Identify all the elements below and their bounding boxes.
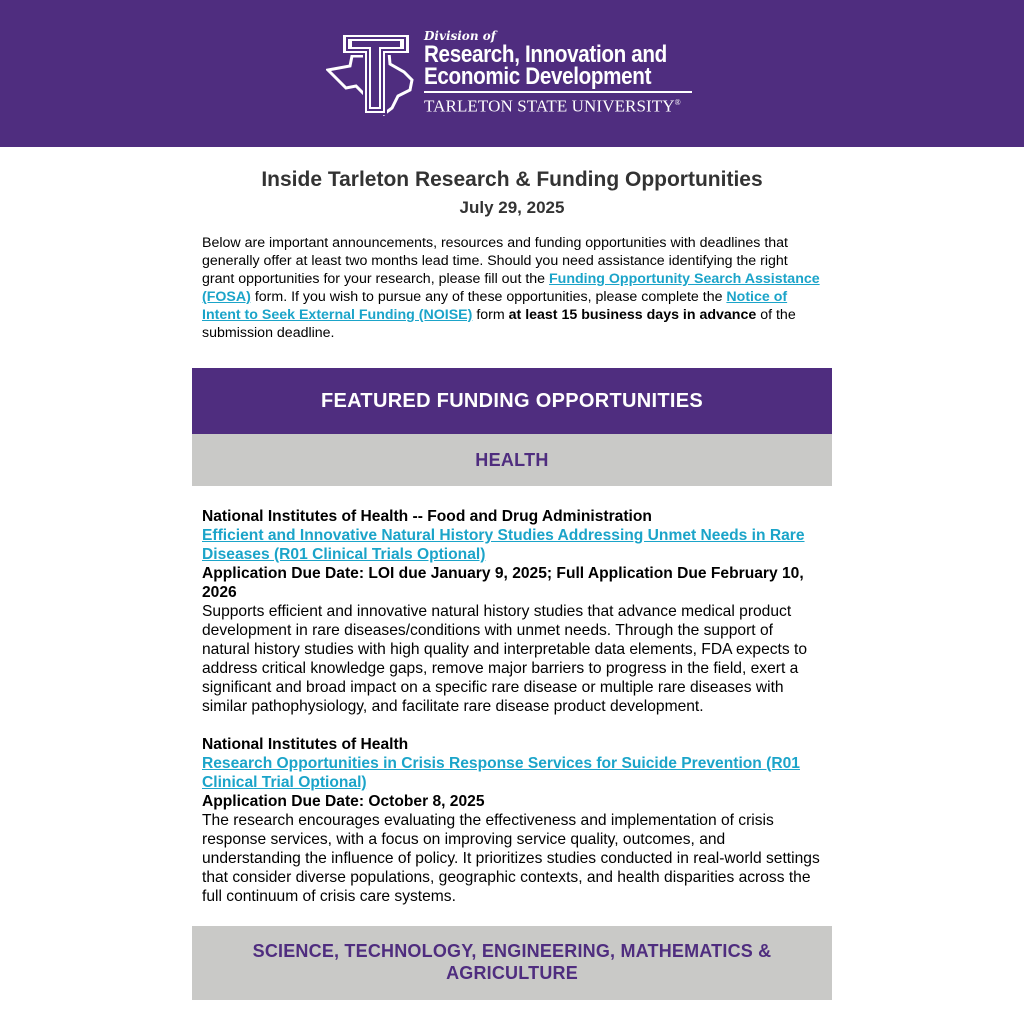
opportunity-description: Supports efficient and innovative natural history studies that advance medical product development in rare diseases/conditions with unmet needs. Through the support of natural history studies with high quality and interpretable data elements, FDA expects to address critical knowledge gaps, remove major barriers to progress in the field, exert a significant and broad impact on a specific rare disease or multiple rare diseases with similar pathophysiology, and facilitate rare disease product development. (202, 603, 808, 715)
intro-text-4: of the submission deadline. (202, 307, 796, 341)
opportunity-due-date: Application Due Date: October 8, 2025 (202, 793, 485, 810)
opportunity-item (202, 735, 822, 906)
opportunity-due-date: Application Due Date: LOI due January 9, 2025; Full Application Due February 10, 2026 (202, 565, 804, 601)
newsletter-content (192, 168, 832, 1000)
opportunity-title-link[interactable]: Research Opportunities in Crisis Response Services for Suicide Prevention (R01 Clinical Trial Optional) (202, 755, 800, 791)
logo-division-of: Division of (424, 29, 496, 43)
intro-text-3: form (472, 307, 509, 323)
intro-text-1: Below are important announcements, resources and funding opportunities with deadlines that generally offer at least two months lead time. Should you need assistance identifying the right grant opportunities for your research, please fill out the (202, 235, 788, 287)
registered-mark: ® (674, 97, 681, 107)
logo-university (424, 93, 706, 117)
section-heading-stem: SCIENCE, TECHNOLOGY, ENGINEERING, MATHEMATICS & AGRICULTURE (192, 926, 832, 1000)
page-title: Inside Tarleton Research & Funding Opportunities (261, 168, 763, 191)
issue-date: July 29, 2025 (459, 198, 565, 217)
opportunity-agency: National Institutes of Health (202, 736, 409, 753)
intro-text-2: form. If you wish to pursue any of these opportunities, please complete the (250, 289, 727, 305)
health-opportunities (192, 507, 832, 906)
featured-heading: FEATURED FUNDING OPPORTUNITIES (192, 368, 832, 434)
intro-paragraph (192, 234, 832, 342)
fosa-link[interactable]: Funding Opportunity Search Assistance (FOSA) (202, 271, 820, 305)
noise-link[interactable]: Notice of Intent to Seek External Funding (NOISE) (202, 289, 788, 323)
logo-line-1: Research, Innovation and (424, 41, 667, 68)
opportunity-agency: National Institutes of Health -- Food and Drug Administration (202, 508, 652, 525)
section-heading-health: HEALTH (192, 434, 832, 486)
texas-t-logo-icon (326, 28, 418, 120)
logo-university-name: TARLETON STATE UNIVERSITY (424, 96, 675, 116)
header-banner (0, 0, 1024, 147)
logo-text (424, 28, 706, 116)
opportunity-item (202, 507, 822, 716)
opportunity-description: The research encourages evaluating the effectiveness and implementation of crisis response services, with a focus on improving service quality, outcomes, and understanding the influence of policy. It prioritizes studies conducted in real-world settings that consider diverse populations, geographic contexts, and health disparities across the full continuum of crisis care systems. (202, 812, 820, 905)
logo-line-2: Economic Development (424, 63, 652, 90)
intro-bold-text: at least 15 business days in advance (508, 307, 757, 323)
university-logo[interactable] (326, 28, 706, 120)
opportunity-title-link[interactable]: Efficient and Innovative Natural History Studies Addressing Unmet Needs in Rare Diseases (R01 Clinical Trials Optional) (202, 527, 805, 563)
